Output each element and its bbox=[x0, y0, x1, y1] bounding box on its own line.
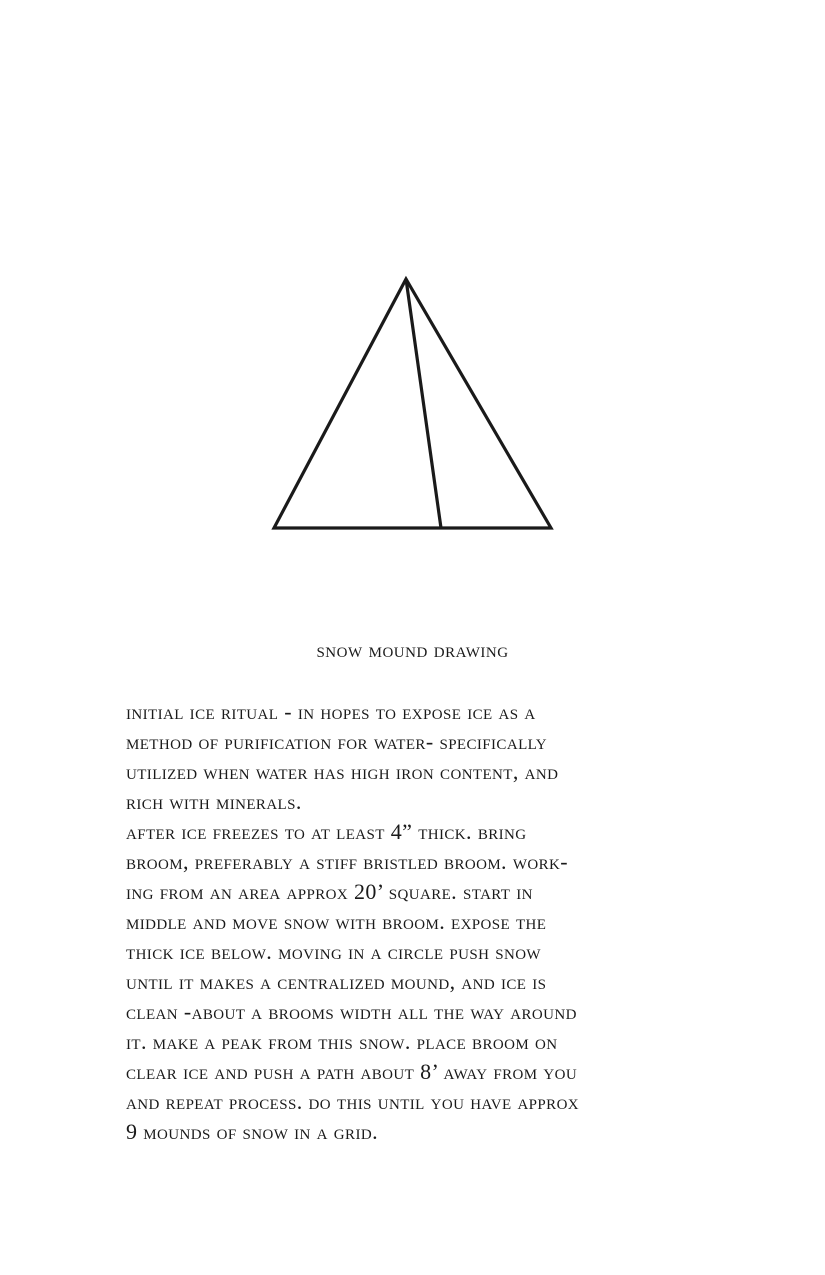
text-line: method of purification for water- specifically bbox=[126, 729, 547, 754]
text-line: utilized when water has high iron content, and bbox=[126, 759, 559, 784]
text-line: ing from an area approx 20’ square. start in bbox=[126, 879, 533, 904]
mound-ridge-line bbox=[406, 279, 441, 528]
figure-caption: snow mound drawing bbox=[316, 637, 509, 662]
text-line: and repeat process. do this until you have approx bbox=[126, 1089, 580, 1114]
text-line: after ice freezes to at least 4” thick. bring bbox=[126, 819, 527, 844]
snow-mound-triangle-icon bbox=[268, 272, 558, 534]
text-line: middle and move snow with broom. expose the bbox=[126, 909, 547, 934]
text-line: clear ice and push a path about 8’ away from you bbox=[126, 1059, 578, 1084]
snow-mound-drawing bbox=[268, 272, 558, 534]
text-line: 9 mounds of snow in a grid. bbox=[126, 1119, 378, 1144]
text-line: it. make a peak from this snow. place broom on bbox=[126, 1029, 558, 1054]
text-line: until it makes a centralized mound, and ice is bbox=[126, 969, 547, 994]
ritual-instructions bbox=[126, 697, 706, 1147]
text-line: thick ice below. moving in a circle push snow bbox=[126, 939, 541, 964]
text-line: initial ice ritual - in hopes to expose ice as a bbox=[126, 699, 536, 724]
text-line: broom, preferably a stiff bristled broom. work- bbox=[126, 849, 569, 874]
text-line: rich with minerals. bbox=[126, 789, 302, 814]
text-line: clean -about a brooms width all the way around bbox=[126, 999, 577, 1024]
